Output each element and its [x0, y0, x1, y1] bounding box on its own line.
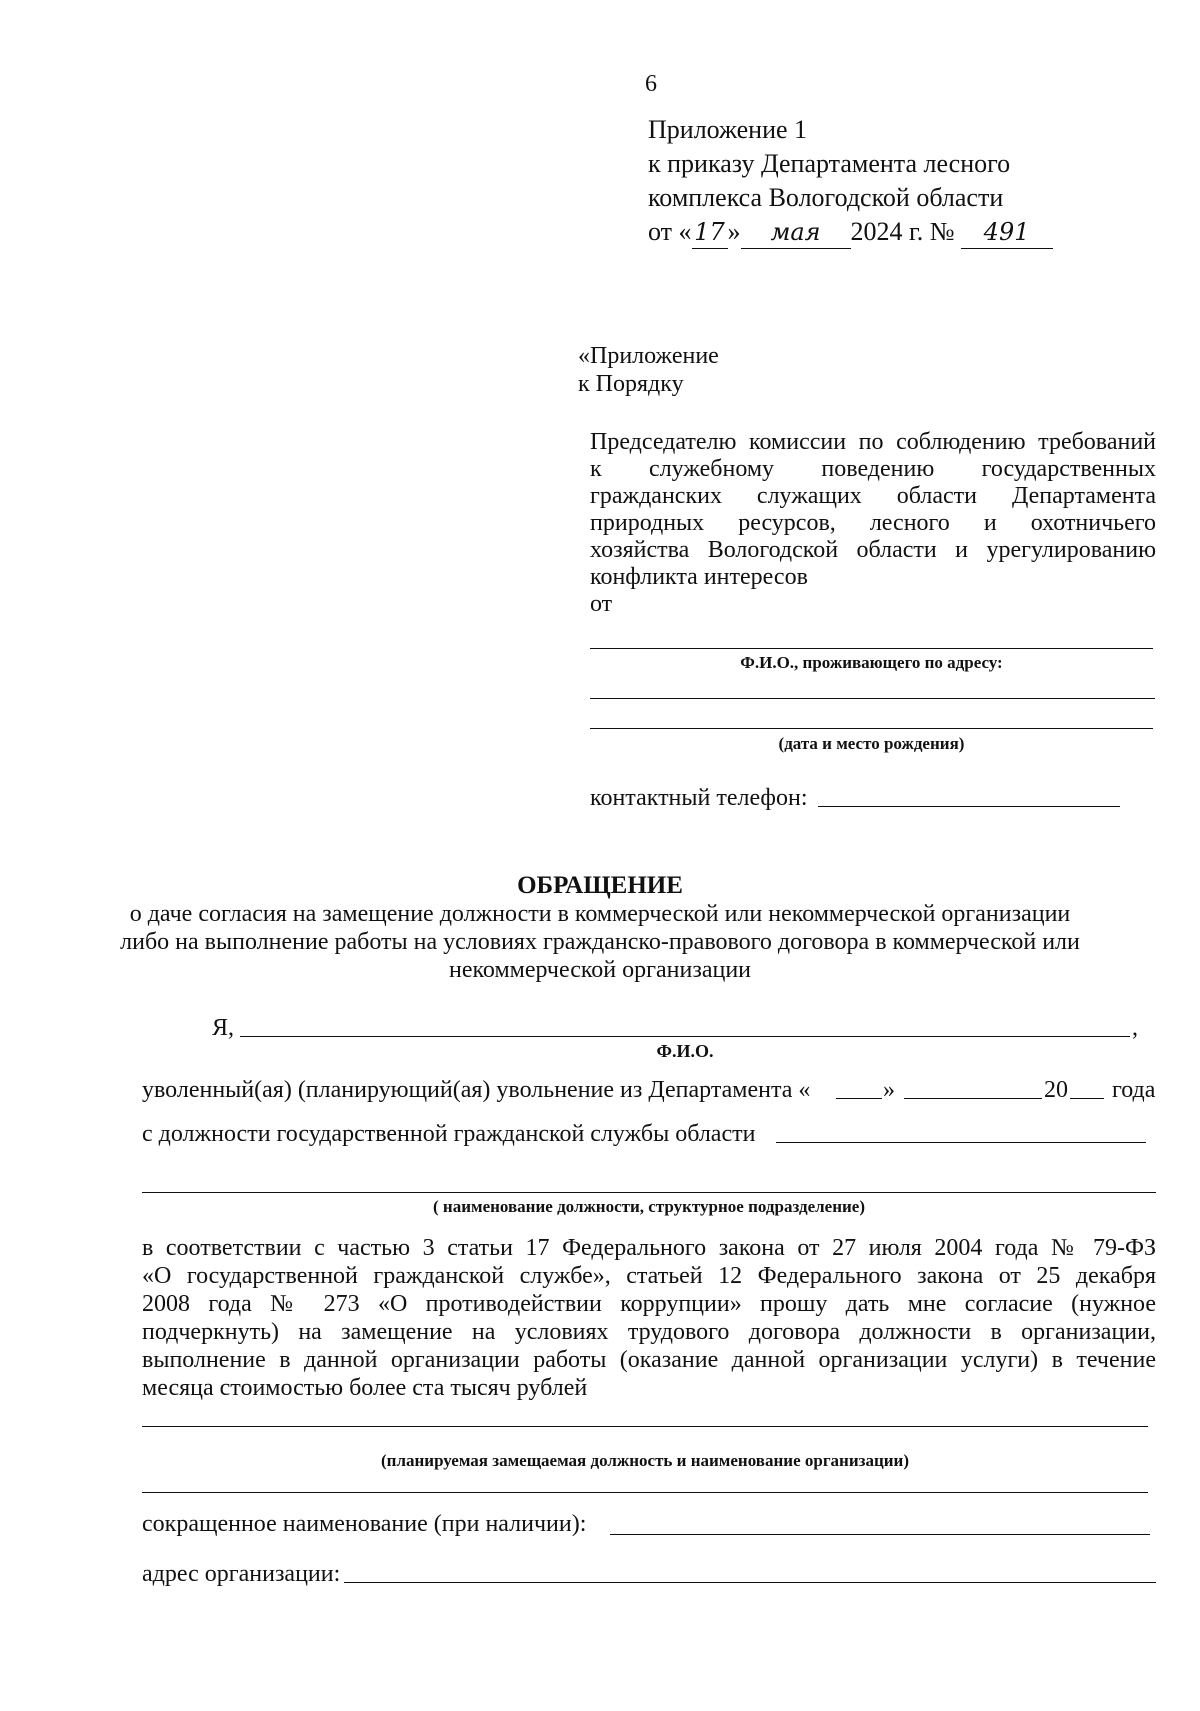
year-line[interactable]	[1070, 1098, 1104, 1099]
title-line-1: о даче согласия на замещение должности в коммерческой или некоммерческой организации	[129, 901, 1071, 927]
title-line-2: либо на выполнение работы на условиях гражданско-правового договора в коммерческой или	[120, 929, 1080, 955]
paragraph-line: подчеркнуть) на замещение на условиях трудового договора должности в организации,	[142, 1319, 1156, 1345]
title-line-3: некоммерческой организации	[448, 957, 751, 983]
addressee-from: от	[590, 591, 613, 617]
addressee-line: к служебному поведению государственных	[590, 456, 1156, 482]
year-prefix: 20	[1044, 1077, 1068, 1103]
addressee-block	[590, 426, 1156, 620]
paragraph-line: в соответствии с частью 3 статьи 17 Федерального закона от 27 июля 2004 года № 79-ФЗ	[142, 1235, 1156, 1261]
year-and-number-label: 2024 г. №	[850, 217, 955, 246]
sub-appendix-order: к Порядку	[578, 371, 684, 397]
date-mid: »	[727, 217, 741, 246]
phone-label: контактный телефон:	[590, 785, 808, 811]
appendix-region-line: комплекса Вологодской области	[648, 183, 1004, 212]
appendix-title: Приложение 1	[648, 115, 808, 144]
paragraph-line: выполнение в данной организации работы (оказание данной организации услуги) в течение	[142, 1347, 1156, 1373]
short-name-line[interactable]	[610, 1534, 1150, 1535]
i-label: Я,	[212, 1015, 235, 1041]
org-line-1[interactable]	[142, 1426, 1148, 1427]
address-line-1[interactable]	[590, 698, 1155, 699]
sub-appendix-title: «Приложение	[578, 343, 719, 369]
dismissed-text: уволенный(ая) (планирующий(ая) увольнение из Департамента «	[142, 1077, 811, 1103]
handwritten-month: мая	[741, 216, 851, 249]
month-line[interactable]	[904, 1098, 1042, 1099]
handwritten-number: 491	[961, 216, 1053, 249]
date-prefix: от «	[648, 217, 692, 246]
paragraph-line: «О государственной гражданской службе», статьей 12 Федерального закона от 25 декабря	[142, 1263, 1156, 1289]
quote-close: »	[883, 1077, 895, 1103]
addressee-line: гражданских служащих области Департамента	[590, 483, 1156, 509]
comma: ,	[1132, 1015, 1138, 1041]
short-name-label: сокращенное наименование (при наличии):	[142, 1511, 587, 1537]
paragraph-last-line: месяца стоимостью более ста тысяч рублей	[142, 1375, 588, 1401]
position-line[interactable]	[776, 1142, 1146, 1143]
addressee-line: природных ресурсов, лесного и охотничьего	[590, 510, 1156, 536]
fio-line[interactable]	[590, 648, 1153, 649]
position-caption: ( наименование должности, структурное подразделение)	[433, 1197, 865, 1216]
applicant-fio-line[interactable]	[240, 1036, 1130, 1037]
handwritten-day: 17	[692, 216, 728, 249]
day-line[interactable]	[836, 1098, 882, 1099]
paragraph-line: 2008 года № 273 «О противодействии коррупции» прошу дать мне согласие (нужное	[142, 1291, 1156, 1317]
org-caption: (планируемая замещаемая должность и наименование организации)	[380, 1451, 910, 1470]
address-line-2[interactable]	[590, 728, 1153, 729]
document-heading: ОБРАЩЕНИЕ	[517, 872, 683, 899]
org-line-2[interactable]	[142, 1492, 1148, 1493]
birth-caption: (дата и место рождения)	[778, 734, 965, 753]
addressee-line: Председателю комиссии по соблюдению требований	[590, 429, 1156, 455]
request-paragraph	[142, 1234, 1156, 1402]
address-line[interactable]	[344, 1582, 1156, 1583]
appendix-order-line: к приказу Департамента лесного	[648, 149, 1011, 178]
addressee-last-line: конфликта интересов	[590, 564, 808, 590]
address-label: адрес организации:	[142, 1561, 341, 1587]
position-text: с должности государственной гражданской службы области	[142, 1121, 756, 1147]
appendix-date-line	[648, 216, 1053, 249]
page-number: 6	[645, 71, 657, 97]
year-suffix: года	[1112, 1077, 1156, 1103]
fio-caption: Ф.И.О., проживающего по адресу:	[740, 653, 1003, 672]
addressee-line: хозяйства Вологодской области и урегулированию	[590, 537, 1156, 563]
phone-line[interactable]	[818, 806, 1120, 807]
position-full-line[interactable]	[142, 1192, 1156, 1193]
applicant-fio-caption: Ф.И.О.	[656, 1041, 714, 1061]
